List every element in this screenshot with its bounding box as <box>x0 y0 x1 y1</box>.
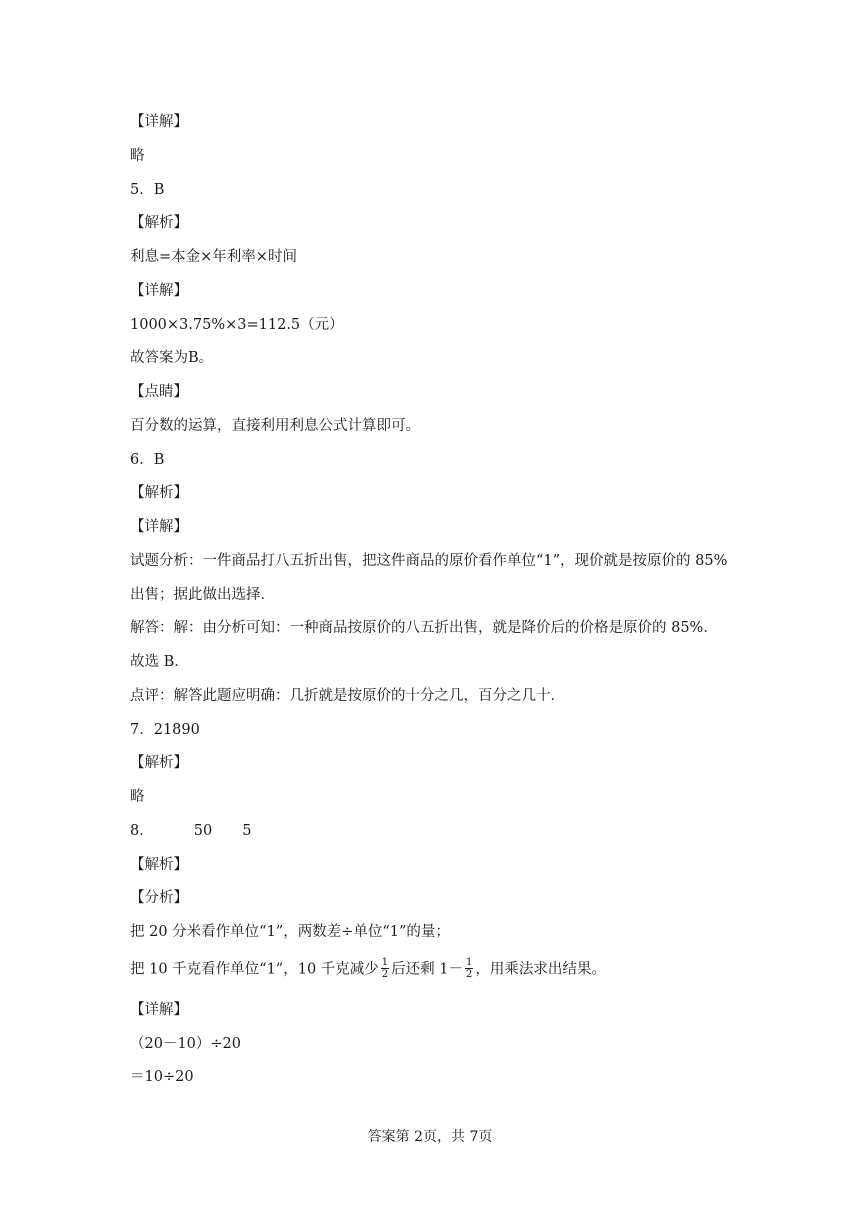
text-line: 试题分析：一件商品打八五折出售，把这件商品的原价看作单位“1”，现价就是按原价的 85% <box>130 553 728 569</box>
answer-blank-2: 5 <box>242 823 252 839</box>
text-line: 略 <box>130 789 145 805</box>
equation-line: ＝10÷20 <box>130 1069 194 1085</box>
text-line: 解答：解：由分析可知：一种商品按原价的八五折出售，就是降价后的价格是原价的 85%． <box>130 620 718 636</box>
text-line: 1000×3.75%×3=112.5（元） <box>130 317 344 333</box>
text-line: 略 <box>130 148 145 164</box>
heading-detail: 【详解】 <box>130 283 188 299</box>
heading-analysis: 【解析】 <box>130 485 188 501</box>
text-line: 利息=本金×年利率×时间 <box>130 249 297 265</box>
heading-comment: 【点睛】 <box>130 384 188 400</box>
question-number: 5．B <box>130 182 165 198</box>
question-number: 6．B <box>130 452 165 468</box>
question-8-answers <box>130 821 251 841</box>
text-line: 把 20 分米看作单位“1”，两数差÷单位“1”的量； <box>130 924 450 940</box>
text-line: 出售；据此做出选择． <box>130 587 275 603</box>
text-line: 百分数的运算，直接利用利息公式计算即可。 <box>130 418 420 434</box>
question-number: 8． <box>130 823 154 839</box>
fraction-half: $\frac{1}{2}$ <box>381 957 389 980</box>
question-number: 7．21890 <box>130 722 200 738</box>
equation-line: （20－10）÷20 <box>130 1036 242 1052</box>
heading-analysis-detail: 【分析】 <box>130 890 188 906</box>
fraction-line: 把 10 千克看作单位“1”，10 千克减少 $\frac{1}{2}$ 后还剩 1－ $\frac{1}{2}$ ，用乘法求出结果。 <box>130 957 606 980</box>
heading-detail: 【详解】 <box>130 114 188 130</box>
text-line: 点评：解答此题应明确：几折就是按原价的十分之几，百分之几十． <box>130 688 565 704</box>
heading-detail: 【详解】 <box>130 519 188 535</box>
fraction-half: $\frac{1}{2}$ <box>466 957 473 980</box>
heading-analysis: 【解析】 <box>130 857 188 873</box>
text-line: 故选 B． <box>130 654 189 670</box>
heading-analysis: 【解析】 <box>130 755 188 771</box>
page-footer: 答案第 2页，共 7页 <box>367 1129 493 1145</box>
heading-analysis: 【解析】 <box>130 215 188 231</box>
heading-detail: 【详解】 <box>130 1002 188 1018</box>
text-line: 故答案为B。 <box>130 350 214 366</box>
answer-blank-1: 50 <box>193 823 213 839</box>
